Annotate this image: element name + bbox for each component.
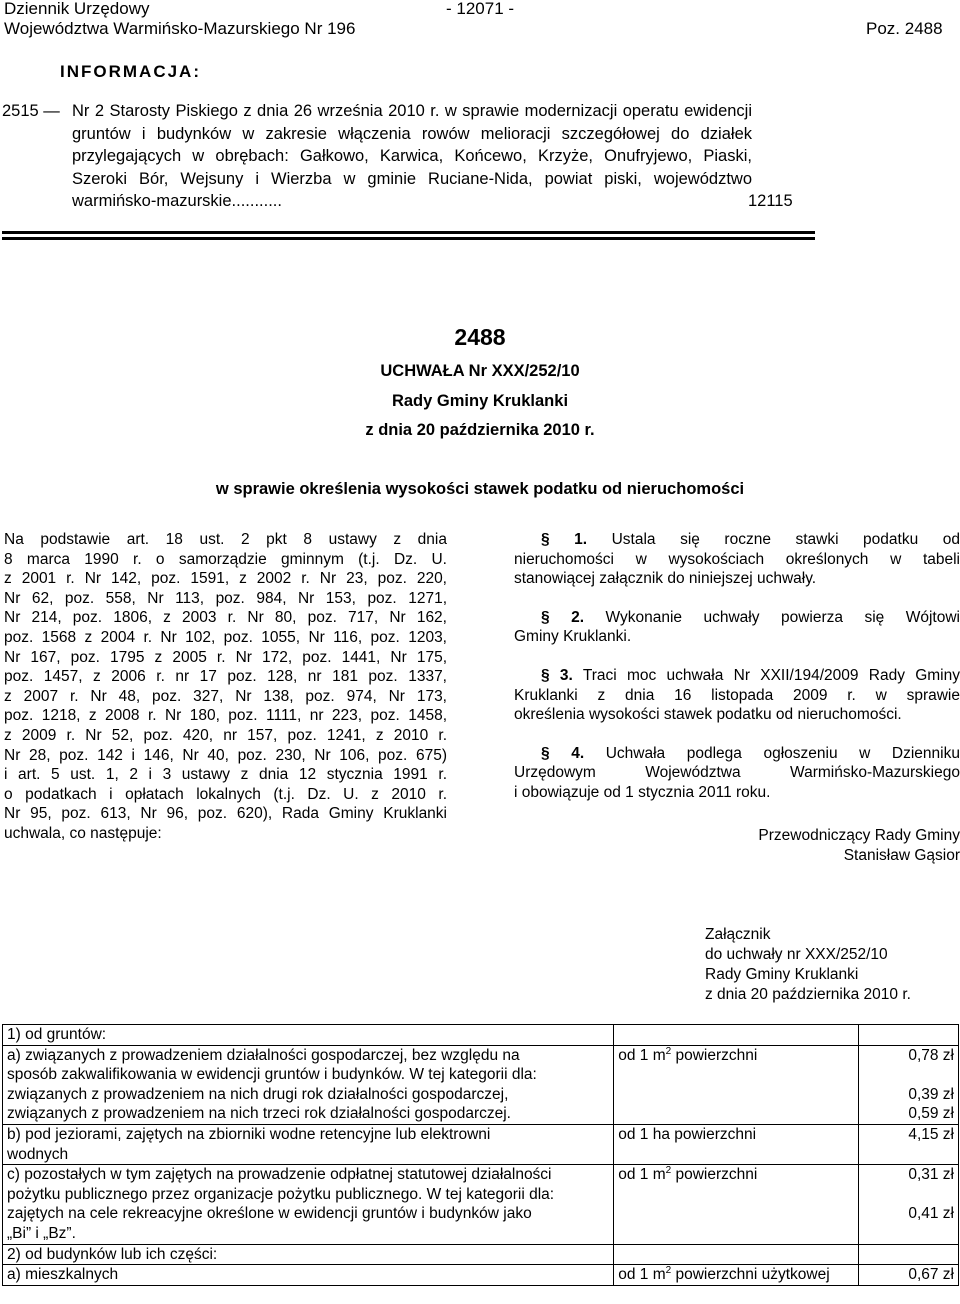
tariff-table — [2, 1024, 959, 1286]
description-line: c) pozostałych w tym zajętych na prowadzenie odpłatnej statutowej działalności — [7, 1166, 552, 1184]
signature-role: Przewodniczący Rady Gminy — [758, 827, 960, 844]
tariff-unit — [614, 1165, 859, 1244]
tariff-rate — [859, 1165, 959, 1244]
tariff-rate — [859, 1265, 959, 1286]
description-line: 1) od gruntów: — [7, 1026, 107, 1043]
tariff-rate — [859, 1025, 959, 1046]
tariff-description — [3, 1025, 614, 1046]
unit-suffix: powierzchni — [671, 1046, 758, 1064]
rate-value: 4,15 zł — [908, 1125, 954, 1143]
paragraph-section — [514, 744, 960, 803]
tariff-unit — [614, 1265, 859, 1286]
tariff-description — [3, 1265, 614, 1286]
table-row — [3, 1165, 959, 1244]
signature-name: Stanisław Gąsior — [843, 846, 960, 864]
unit-text: od 1 m — [618, 1266, 666, 1284]
attachment-note — [705, 925, 955, 1005]
description-line: pożytku publicznego przez organizacje pożytku publicznego. W tej kategorii dla: — [7, 1185, 555, 1203]
table-row — [3, 1265, 959, 1286]
legal-basis-line: Nr 62, poz. 558, Nr 113, poz. 984, Nr 153, poz. 1271, — [4, 589, 447, 607]
legal-basis-line: o podatkach i opłatach lokalnych (t.j. Dz. U. z 2010 r. — [4, 785, 447, 803]
legal-basis-line: Nr 28, poz. 142 i 146, Nr 40, poz. 230, Nr 106, poz. 675) — [4, 746, 447, 764]
paragraph-text: Gminy Kruklanki. — [514, 628, 632, 646]
tariff-rate — [859, 1124, 959, 1164]
divider-bottom — [2, 237, 815, 240]
signature — [514, 826, 960, 865]
attachment-line: do uchwały nr XXX/252/10 — [705, 946, 888, 963]
paragraph-section — [514, 530, 960, 589]
paragraph-line — [514, 686, 960, 706]
paragraph-line — [514, 608, 960, 628]
information-heading: INFORMACJA: — [60, 62, 201, 81]
legal-basis-line: Na podstawie art. 18 ust. 2 pkt 8 ustawy z dnia — [4, 531, 447, 548]
paragraph-text: i obowiązuje od 1 stycznia 2011 roku. — [514, 783, 771, 801]
journal-title-line1: Dziennik Urzędowy — [4, 0, 150, 18]
legal-basis-line: poz. 1457, z 2006 r. nr 17 poz. 128, nr 181 poz. 1337, — [4, 668, 447, 686]
description-line: a) mieszkalnych — [7, 1266, 119, 1284]
legal-basis-line: Nr 214, poz. 1806, z 2003 r. Nr 80, poz. 717, Nr 162, — [4, 609, 447, 627]
paragraph-line — [514, 550, 960, 570]
page-number: - 12071 - — [446, 0, 515, 18]
tariff-description — [3, 1124, 614, 1164]
paragraph-mark: § 3. — [541, 666, 573, 684]
paragraph-line — [514, 705, 960, 725]
resolution-date: z dnia 20 października 2010 r. — [365, 421, 595, 439]
paragraph-mark: § 4. — [541, 744, 585, 762]
legal-basis-line: z 2007 r. Nr 48, poz. 327, Nr 138, poz. 974, Nr 173, — [4, 687, 447, 705]
paragraph-text: Urzędowym Województwa Warmińsko-Mazurskiego — [514, 764, 960, 782]
legal-basis-line: Nr 167, poz. 1795 z 2005 r. Nr 172, poz. 1441, Nr 175, — [4, 648, 447, 666]
unit-superscript: 2 — [665, 1045, 672, 1057]
tariff-description — [3, 1045, 614, 1124]
tariff-description — [3, 1244, 614, 1265]
description-line: sposób zakwalifikowania w ewidencji gruntów i budynków. W tej kategorii dla: — [7, 1066, 537, 1084]
journal-title-line2: Województwa Warmińsko-Mazurskiego Nr 196 — [4, 19, 356, 38]
description-line: 2) od budynków lub ich części: — [7, 1245, 218, 1263]
paragraph-line — [514, 666, 960, 686]
paragraph-text: stanowiącej załącznik do niniejszej uchwały. — [514, 570, 817, 588]
table-row — [3, 1025, 959, 1046]
description-line: zajętych na cele rekreacyjne określone w ewidencji gruntów i budynków jako — [7, 1205, 532, 1223]
table-row — [3, 1045, 959, 1124]
unit-superscript: 2 — [665, 1264, 672, 1276]
paragraph-text: Uchwała podlega ogłoszeniu w Dzienniku — [605, 744, 960, 762]
tariff-description — [3, 1165, 614, 1244]
rate-value — [863, 1065, 954, 1085]
resolution-title: UCHWAŁA Nr XXX/252/10 — [380, 362, 580, 380]
tariff-unit — [614, 1025, 859, 1046]
legal-basis-line: i art. 5 ust. 1, 2 i 3 ustawy z dnia 12 stycznia 1991 r. — [4, 766, 447, 784]
rate-value: 0,41 zł — [908, 1205, 954, 1223]
description-line: „Bi” i „Bz”. — [7, 1224, 76, 1242]
rate-value: 0,78 zł — [908, 1046, 954, 1064]
paragraph-mark: § 2. — [541, 608, 585, 626]
entry-page: 12115 — [748, 192, 793, 210]
entry-text: Nr 2 Starosty Piskiego z dnia 26 września 2010 r. w sprawie modernizacji operatu ewidencji gruntów i budynków w zakresie włączenia rowów melioracji szczegółowej do działek przylegających w obrębach: Gałkowo, Karwica, Końcewo, Krzyże, Onufryjewo, Piaski, Szeroki Bór, Wejsuny i Wierzba w gminie Ruciane-Nida, powiat piski, województwo warmińsko-mazurskie........... — [72, 102, 752, 210]
unit-text: od 1 m — [618, 1046, 666, 1064]
resolution-subject: w sprawie określenia wysokości stawek podatku od nieruchomości — [215, 480, 745, 498]
resolution-council: Rady Gminy Kruklanki — [391, 392, 569, 410]
paragraph-text: nieruchomości w wysokościach określonych w tabeli — [514, 550, 960, 568]
paragraph-line — [514, 744, 960, 764]
paragraph-line — [514, 763, 960, 783]
legal-basis-line: poz. 1568 z 2004 r. Nr 102, poz. 1055, Nr 116, poz. 1203, — [4, 628, 447, 646]
resolution-number: 2488 — [454, 324, 506, 350]
paragraph-line — [514, 783, 960, 803]
resolution-paragraphs — [514, 530, 960, 803]
attachment-line: z dnia 20 października 2010 r. — [705, 986, 911, 1003]
rate-value: 0,67 zł — [908, 1266, 954, 1284]
legal-basis-line: z 2001 r. Nr 142, poz. 1591, z 2002 r. Nr 23, poz. 220, — [4, 570, 447, 588]
legal-basis-line: z 2009 r. Nr 52, poz. 420, nr 157, poz. 1241, z 2010 r. — [4, 726, 447, 744]
paragraph-line — [514, 530, 960, 550]
paragraph-section — [514, 666, 960, 725]
description-line: związanych z prowadzeniem na nich drugi rok działalności gospodarczej, — [7, 1085, 509, 1103]
tariff-unit — [614, 1045, 859, 1124]
legal-basis-line: 8 marca 1990 r. o samorządzie gminnym (t.j. Dz. U. — [4, 550, 447, 568]
legal-basis-line: uchwala, co następuje: — [4, 824, 162, 842]
tariff-unit — [614, 1244, 859, 1265]
legal-basis-line: poz. 1218, z 2008 r. Nr 180, poz. 1111, nr 223, poz. 1458, — [4, 707, 447, 725]
attachment-line: Rady Gminy Kruklanki — [705, 966, 859, 983]
unit-suffix: powierzchni użytkowej — [671, 1266, 830, 1284]
unit-superscript: 2 — [665, 1165, 672, 1176]
entry-number: 2515 — — [2, 102, 60, 120]
paragraph-line — [514, 569, 960, 589]
description-line: związanych z prowadzeniem na nich trzeci rok działalności gospodarczej. — [7, 1105, 511, 1123]
tariff-unit — [614, 1124, 859, 1164]
unit-suffix: powierzchni — [671, 1166, 758, 1184]
description-line: b) pod jeziorami, zajętych na zbiorniki wodne retencyjne lub elektrowni — [7, 1125, 491, 1143]
rate-value: 0,39 zł — [908, 1085, 954, 1103]
rate-value: 0,31 zł — [908, 1166, 954, 1184]
paragraph-text: Wykonanie uchwały powierza się Wójtowi — [605, 608, 960, 626]
position-number: Poz. 2488 — [866, 19, 943, 38]
paragraph-text: Ustala się roczne stawki podatku od — [611, 531, 960, 548]
rate-value: 0,59 zł — [908, 1105, 954, 1123]
paragraph-text: określenia wysokości stawek podatku od nieruchomości. — [514, 706, 902, 724]
attachment-line: Załącznik — [705, 926, 771, 943]
journal-title — [4, 0, 355, 39]
rate-value — [863, 1185, 954, 1205]
tariff-rate — [859, 1045, 959, 1124]
table-row — [3, 1124, 959, 1164]
paragraph-section — [514, 608, 960, 647]
legal-basis-line: Nr 95, poz. 613, Nr 96, poz. 620), Rada Gminy Kruklanki — [4, 805, 447, 823]
paragraph-mark: § 1. — [541, 531, 588, 548]
table-row — [3, 1244, 959, 1265]
legal-basis — [4, 530, 447, 844]
paragraph-line — [514, 627, 960, 647]
paragraph-text: Traci moc uchwała Nr XXII/194/2009 Rady Gminy — [582, 666, 960, 684]
description-line: a) związanych z prowadzeniem działalności gospodarczej, bez względu na — [7, 1046, 520, 1064]
unit-text: od 1 ha powierzchni — [618, 1125, 757, 1143]
tariff-rate — [859, 1244, 959, 1265]
unit-text: od 1 m — [618, 1166, 666, 1184]
divider-top — [2, 231, 815, 234]
paragraph-text: Kruklanki z dnia 16 listopada 2009 r. w sprawie — [514, 686, 960, 704]
description-line: wodnych — [7, 1145, 69, 1163]
